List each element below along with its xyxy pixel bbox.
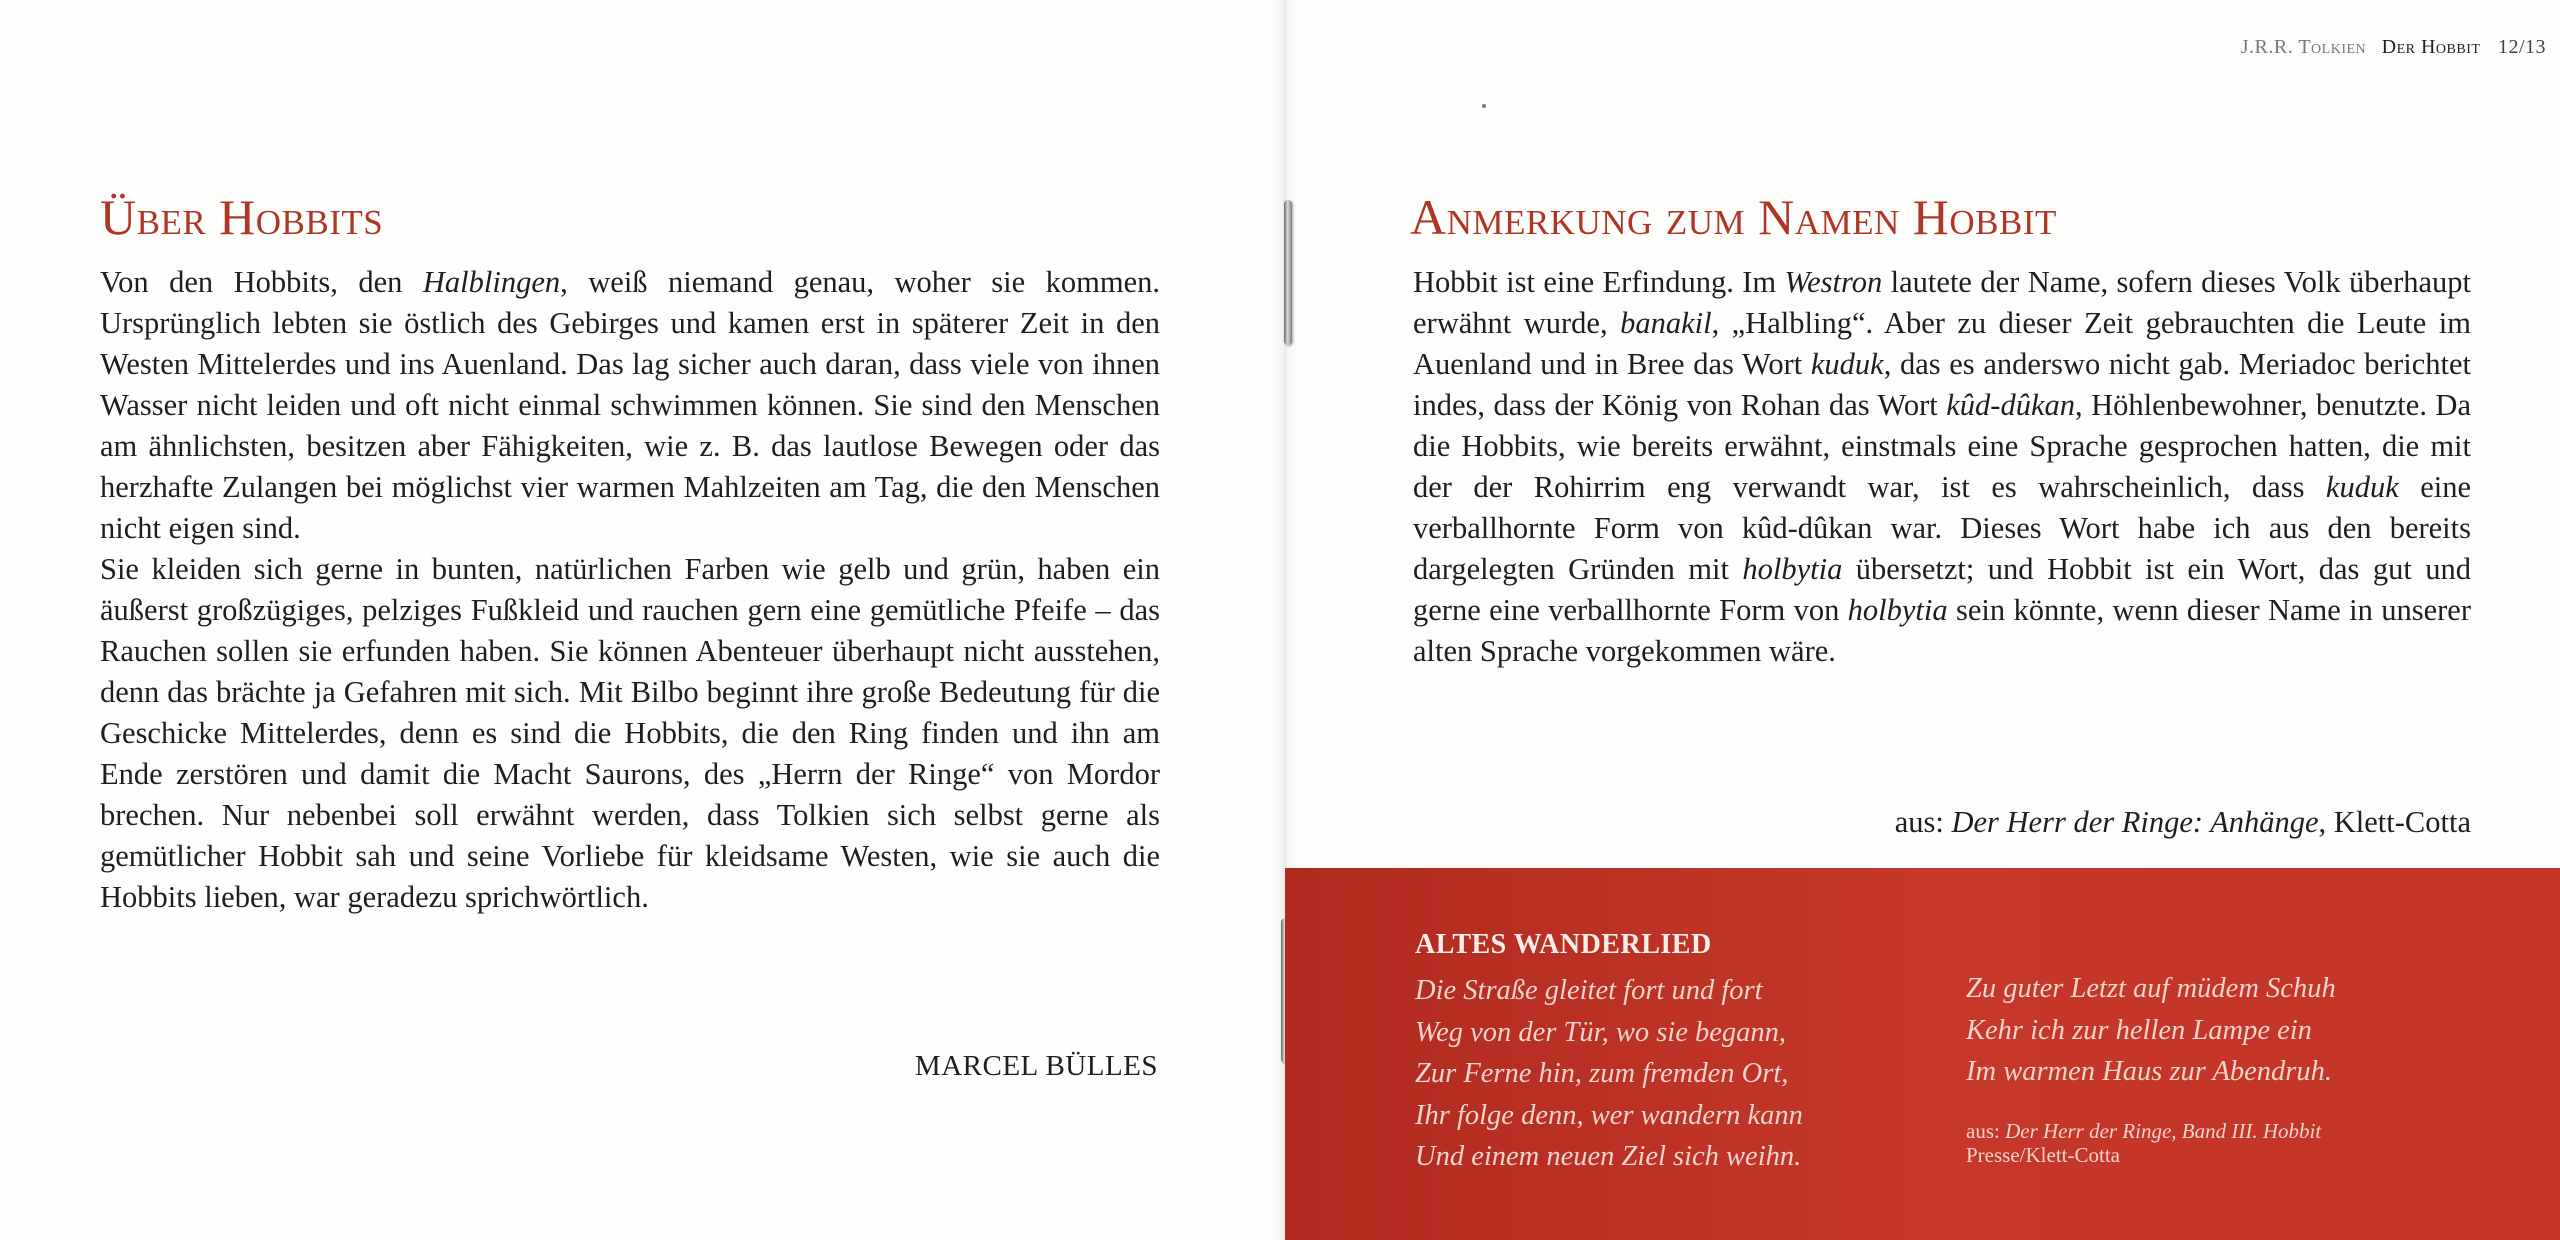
poem-line: Im warmen Haus zur Abendruh. — [1966, 1056, 2333, 1087]
right-body-text — [1413, 262, 2471, 672]
italic-term: Halblingen — [422, 265, 561, 299]
text-run: , Höhlenbewohner, benutzte. Da die Hobbits, wie bereits erwähnt, einstmals eine Sprache gesprochen hatten, die mit der der Rohirrim eng verwandt war, ist es wahrscheinlich, dass — [1413, 388, 2471, 504]
poem-stanza-1 — [1415, 970, 1803, 1178]
citation-title: Der Herr der Ringe, Band III. Hobbit — [2005, 1119, 2322, 1143]
text-run: eine verballhornte Form von kûd-dûkan war. Dieses Wort habe ich aus den bereits dargelegten Gründen mit — [1413, 470, 2471, 586]
citation-publisher: , Klett-Cotta — [2318, 805, 2471, 839]
left-body-text — [100, 262, 1160, 918]
citation-prefix: aus: — [1966, 1119, 2006, 1143]
italic-term: kûd-dûkan — [1946, 388, 2075, 422]
poem-line: Und einem neuen Ziel sich weihn. — [1415, 1141, 1802, 1172]
poem-source-citation — [1966, 1119, 2426, 1167]
left-paragraph-2: Sie kleiden sich gerne in bunten, natürlichen Farben wie gelb und grün, haben ein äußerst großzügiges, pelziges Fußkleid und rauchen gern eine gemütliche Pfeife – das Rauchen sollen sie erfunden haben. Sie können Abenteuer überhaupt nicht ausstehen, denn das brächte ja Gefahren mit sich. Mit Bilbo beginnt ihre große Bedeutung für die Geschicke Mittelerdes, denn es sind die Hobbits, die den Ring finden und ihn am Ende zerstören und damit die Macht Saurons, des „Herrn der Ringe“ von Mordor brechen. Nur nebenbei soll erwähnt werden, dass Tolkien sich selbst gerne als gemütlicher Hobbit sah und seine Vorliebe für kleidsame Westen, wie sie auch die Hobbits lieben, war geradezu sprichwörtlich. — [100, 552, 1160, 914]
italic-term: holbytia — [1847, 593, 1948, 627]
appendix-source-citation — [1413, 802, 2471, 843]
text-run: , „Halbling“. Aber zu dieser Zeit gebrauchten die Leute im Auenland und in Bree das Wort — [1413, 306, 2471, 381]
poem-line: Kehr ich zur hellen Lampe ein — [1966, 1014, 2312, 1046]
italic-term: kuduk — [1810, 347, 1884, 381]
italic-term: holbytia — [1742, 552, 1843, 586]
text-run: übersetzt; und Hobbit ist ein Wort, das gut und gerne eine verballhornte Form von — [1413, 552, 2471, 627]
citation-title: Der Herr der Ringe: Anhänge — [1951, 805, 2319, 839]
right-paragraph — [1413, 262, 2471, 672]
text-run: sein könnte, wenn dieser Name in unserer alten Sprache vorgekommen wäre. — [1413, 593, 2471, 668]
left-heading: Über Hobbits — [100, 189, 384, 245]
text-run: lautete der Name, sofern dieses Volk überhaupt erwähnt wurde, — [1413, 265, 2471, 340]
text-run: , weiß niemand genau, woher sie kommen. Ursprünglich lebten sie östlich des Gebirges und kamen erst in späterer Zeit in den Westen Mittelerdes und ins Auenland. Das lag sicher auch daran, dass viele von ihnen Wasser nicht leiden und oft nicht einmal schwimmen können. Sie sind den Menschen am ähnlichsten, besitzen aber Fähigkeiten, wie z. B. das lautlose Bewegen oder das herzhafte Zulangen bei möglichst vier warmen Mahlzeiten am Tag, die den Menschen nicht eigen sind. — [100, 265, 1160, 545]
italic-term: Westron — [1784, 265, 1883, 299]
poem-line: Die Straße gleitet fort und fort — [1415, 975, 1763, 1006]
poem-line: Weg von der Tür, wo sie begann, — [1415, 1016, 1787, 1048]
speck — [1482, 104, 1486, 108]
italic-term: banakil — [1620, 306, 1712, 340]
citation-prefix: aus: — [1894, 805, 1952, 839]
poem-line: Zu guter Letzt auf müdem Schuh — [1966, 973, 2336, 1004]
staple-top — [1284, 200, 1292, 345]
text-run: Hobbit ist eine Erfindung. Im — [1413, 265, 1785, 299]
italic-term: kuduk — [2325, 470, 2399, 504]
author-signature: MARCEL BÜLLES — [914, 1050, 1158, 1082]
poem-stanza-2 — [1966, 968, 2336, 1093]
text-run: Von den Hobbits, den — [100, 265, 423, 299]
running-head-author: J.R.R. Tolkien — [2240, 36, 2367, 58]
poem-line: Ihr folge denn, wer wandern kann — [1415, 1099, 1803, 1131]
right-heading: Anmerkung zum Namen Hobbit — [1410, 189, 2057, 245]
left-paragraph-1 — [100, 262, 1160, 549]
page-numbers: 12/13 — [2497, 36, 2546, 58]
text-run: , das es anderswo nicht gab. Meriadoc berichtet indes, dass der König von Rohan das Wort — [1413, 347, 2471, 422]
poem-line: Zur Ferne hin, zum fremden Ort, — [1415, 1058, 1789, 1089]
citation-publisher: Presse/Klett-Cotta — [1966, 1143, 2120, 1167]
running-head-book-title: Der Hobbit — [2381, 36, 2481, 58]
running-head — [2241, 36, 2546, 59]
poem-title: ALTES WANDERLIED — [1415, 929, 1712, 960]
